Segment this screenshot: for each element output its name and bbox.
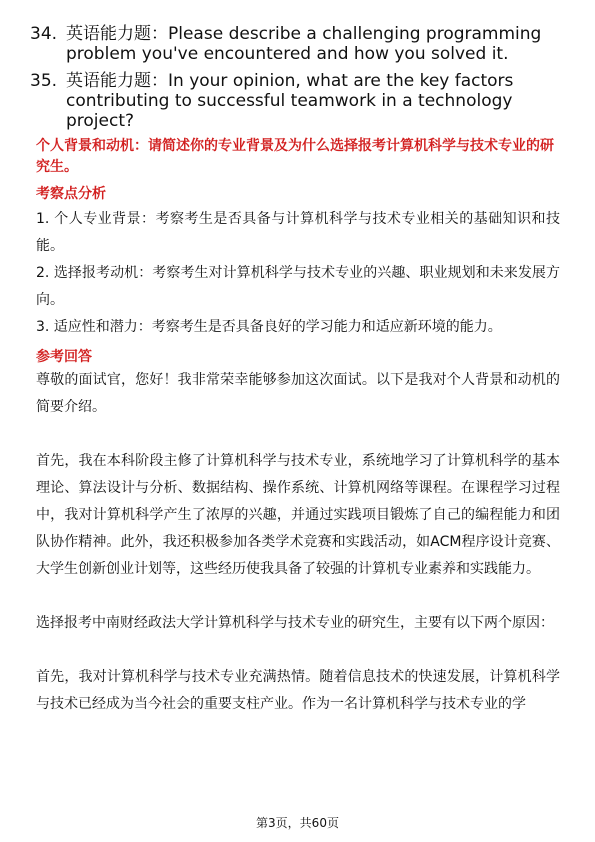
question-item — [30, 24, 570, 64]
answer-paragraph: 首先，我在本科阶段主修了计算机科学与技术专业，系统地学习了计算机科学的基本理论、算法设计与分析、数据结构、操作系统、计算机网络等课程。在课程学习过程中，我对计算机科学产生了浓厚的兴趣，并通过实践项目锻炼了自己的编程能力和团队协作精神。此外，我还积极参加各类学术竞赛和实践活动，如ACM程序设计竞赛、大学生创新创业计划等，这些经历使我具备了较强的计算机专业素养和实践能力。 — [36, 453, 560, 577]
analysis-point: 2. 选择报考动机：考察考生对计算机科学与技术专业的兴趣、职业规划和未来发展方向。 — [36, 265, 560, 308]
page-footer: 第3页，共60页 — [256, 816, 339, 830]
analysis-list — [36, 206, 560, 341]
question-number: 35. — [30, 71, 58, 91]
answer-heading: 参考回答 — [36, 349, 92, 365]
section-title: 个人背景和动机：请简述你的专业背景及为什么选择报考计算机科学与技术专业的研究生。 — [36, 138, 554, 175]
question-text: 英语能力题：In your opinion, what are the key factors contributing to successful teamwork in a technology project? — [66, 71, 514, 131]
question-section — [36, 136, 560, 718]
question-text: 英语能力题：Please describe a challenging programming problem you've encountered and how you solved it. — [66, 24, 542, 64]
question-item — [30, 71, 570, 131]
answer-paragraph: 尊敬的面试官，您好！我非常荣幸能够参加这次面试。以下是我对个人背景和动机的简要介绍。 — [36, 372, 560, 415]
analysis-point: 3. 适应性和潜力：考察考生是否具备良好的学习能力和适应新环境的能力。 — [36, 319, 502, 335]
answer-paragraph: 首先，我对计算机科学与技术专业充满热情。随着信息技术的快速发展，计算机科学与技术已经成为当今社会的重要支柱产业。作为一名计算机科学与技术专业的学 — [36, 669, 560, 712]
answer-paragraph: 选择报考中南财经政法大学计算机科学与技术专业的研究生，主要有以下两个原因： — [36, 615, 554, 631]
analysis-heading: 考察点分析 — [36, 186, 106, 202]
question-number: 34. — [30, 24, 58, 44]
question-list — [30, 24, 570, 138]
analysis-point: 1. 个人专业背景：考察考生是否具备与计算机科学与技术专业相关的基础知识和技能。 — [36, 211, 560, 254]
